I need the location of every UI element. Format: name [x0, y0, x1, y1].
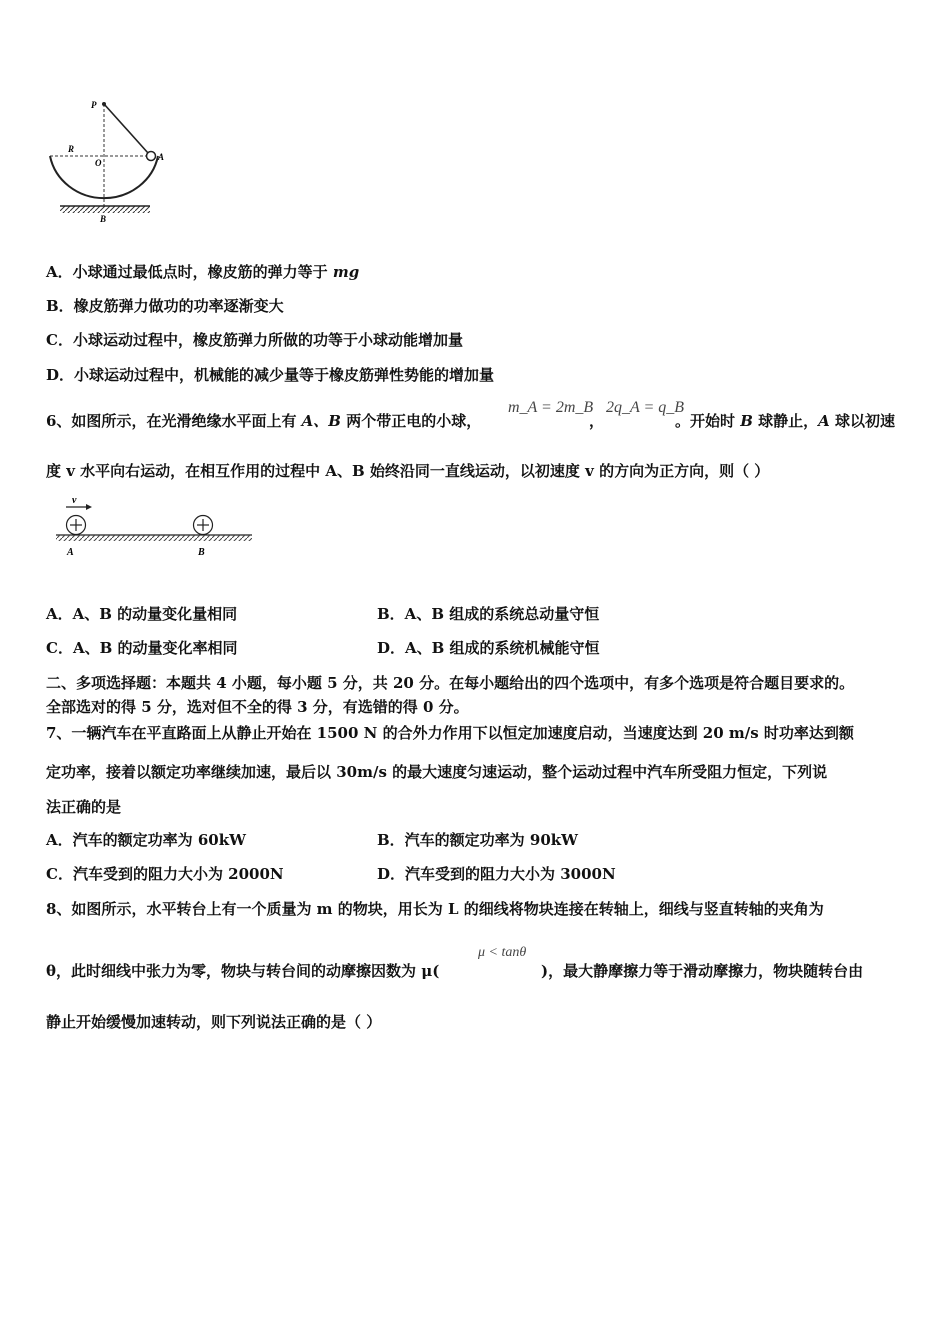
label-p: P — [91, 100, 97, 110]
q6-stem-line2: 度 v 水平向右运动，在相互作用的过程中 A、B 始终沿同一直线运动，以初速度 v 的方向为正方向，则（ ） — [46, 462, 770, 480]
q6-stem-text: 6、如图所示，在光滑绝缘水平面上有 — [46, 412, 302, 430]
rubber-band-line — [104, 104, 148, 153]
q6-stem-b: B — [740, 412, 753, 430]
q6-stem-text: 两个带正电的小球， — [341, 412, 482, 430]
q6-stem-text: 。开始时 — [675, 412, 741, 430]
q7-stem-line1: 7、一辆汽车在平直路面上从静止开始在 1500 N 的合外力作用下以恒定加速度启动，当速度达到 20 m/s 时功率达到额 — [46, 724, 854, 742]
q6-option-b: B．A、B 组成的系统总动量守恒 — [377, 605, 600, 623]
charges-figure — [52, 493, 257, 561]
q6-stem-line1 — [46, 410, 481, 431]
q6-stem-text: 球静止， — [752, 412, 819, 430]
ball-a — [147, 152, 156, 161]
q7-option-c: C．汽车受到的阻力大小为 2000N — [46, 865, 284, 883]
label-b: B — [100, 214, 107, 224]
q7-option-a: A．汽车的额定功率为 60kW — [46, 831, 246, 849]
ground-hatch — [60, 206, 150, 213]
q7-option-b: B．汽车的额定功率为 90kW — [377, 831, 579, 849]
q6-stem-a: A — [818, 412, 830, 430]
q6-stem-line1-end — [675, 410, 895, 431]
q6-option-a: A．A、B 的动量变化量相同 — [46, 605, 238, 623]
q5-option-b: B．橡皮筋弹力做功的功率逐渐变大 — [46, 297, 284, 315]
q6-comma: ， — [589, 412, 605, 430]
point-p — [102, 102, 106, 106]
label-r: R — [68, 144, 75, 154]
q6-formula-charge: 2q_A = q_B — [606, 399, 685, 416]
q8-stem-line3: 静止开始缓慢加速转动，则下列说法正确的是（ ） — [46, 1013, 382, 1031]
label-b: B — [198, 547, 205, 558]
q6-option-c: C．A、B 的动量变化率相同 — [46, 639, 238, 657]
label-o: O — [95, 158, 102, 168]
velocity-arrowhead — [86, 504, 92, 510]
label-v: v — [72, 495, 77, 506]
label-a: A — [67, 547, 74, 558]
section2-line1: 二、多项选择题：本题共 4 小题，每小题 5 分，共 20 分。在每小题给出的四个选项中，有多个选项是符合题目要求的。 — [46, 674, 855, 692]
ground-hatch — [56, 535, 252, 541]
label-a: A — [158, 152, 165, 162]
q6-option-d: D．A、B 组成的系统机械能守恒 — [377, 639, 600, 657]
q5-option-a-text: A．小球通过最低点时，橡皮筋的弹力等于 — [46, 263, 333, 281]
q5-option-a — [46, 261, 359, 282]
q6-stem-ab: A、B — [301, 412, 341, 430]
q8-stem-line1: 8、如图所示，水平转台上有一个质量为 m 的物块，用长为 L 的细线将物块连接在转轴上，细线与竖直转轴的夹角为 — [46, 900, 824, 918]
q7-option-d: D．汽车受到的阻力大小为 3000N — [377, 865, 616, 883]
q6-formula-mass: m_A = 2m_B — [508, 399, 594, 416]
bowl-figure — [40, 96, 170, 228]
q8-formula: μ < tanθ — [478, 945, 527, 960]
q6-stem-text: 球以初速 — [829, 412, 896, 430]
q7-stem-line3: 法正确的是 — [46, 798, 122, 816]
section2-line2: 全部选对的得 5 分，选对但不全的得 3 分，有选错的得 0 分。 — [46, 698, 469, 716]
q5-option-a-math: mg — [332, 263, 360, 281]
q7-stem-line2: 定功率，接着以额定功率继续加速，最后以 30m/s 的最大速度匀速运动，整个运动过程中汽车所受阻力恒定，下列说 — [46, 763, 828, 781]
q8-stem-line2b: )，最大静摩擦力等于滑动摩擦力，物块随转台由 — [541, 962, 864, 980]
q8-stem-line2a: θ，此时细线中张力为零，物块与转台间的动摩擦因数为 μ( — [46, 962, 440, 980]
q5-option-c: C．小球运动过程中，橡皮筋弹力所做的功等于小球动能增加量 — [46, 331, 463, 349]
q5-option-d: D．小球运动过程中，机械能的减少量等于橡皮筋弹性势能的增加量 — [46, 366, 495, 384]
